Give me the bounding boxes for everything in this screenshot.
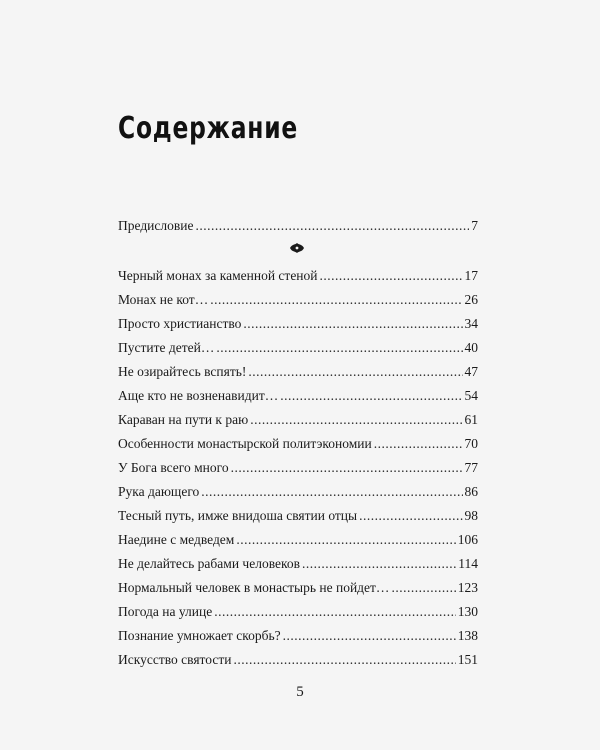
toc-entry[interactable] — [118, 650, 478, 674]
toc-entry[interactable] — [118, 216, 478, 240]
toc-entry-page: 123 — [457, 580, 478, 595]
toc-entry[interactable] — [118, 458, 478, 482]
toc-entry-page: 130 — [457, 604, 478, 619]
toc-entry-page: 61 — [464, 412, 478, 427]
fleuron-icon — [290, 243, 304, 253]
toc-entry-page: 40 — [464, 340, 478, 355]
toc-entry-title: Черный монах за каменной стеной — [118, 268, 318, 283]
toc-entry-page: 114 — [458, 556, 478, 571]
toc-entry[interactable] — [118, 530, 478, 554]
toc-entry-page: 106 — [457, 532, 478, 547]
toc-entry-title: Нормальный человек в монастырь не пойдет… — [118, 580, 390, 595]
toc-entry-page: 34 — [464, 316, 478, 331]
toc-entry[interactable] — [118, 362, 478, 386]
toc-entry[interactable] — [118, 290, 478, 314]
toc-preface-list — [118, 216, 478, 240]
toc-dot-leader — [250, 410, 462, 430]
toc-entry-page: 98 — [464, 508, 478, 523]
toc-entry[interactable] — [118, 266, 478, 290]
toc-entry-title: Не делайтесь рабами человеков — [118, 556, 300, 571]
toc-entry[interactable] — [118, 386, 478, 410]
toc-entry-page: 138 — [457, 628, 478, 643]
toc-entry-page: 26 — [464, 292, 478, 307]
toc-entry-page: 86 — [464, 484, 478, 499]
toc-dot-leader — [231, 458, 463, 478]
toc-list — [118, 266, 478, 674]
toc-dot-leader — [214, 602, 456, 622]
toc-entry-title: Погода на улице — [118, 604, 213, 619]
toc-entry-title: Просто христианство — [118, 316, 242, 331]
toc-dot-leader — [236, 530, 455, 550]
toc-entry[interactable] — [118, 482, 478, 506]
toc-entry-title: Пустите детей… — [118, 340, 215, 355]
toc-entry-page: 70 — [464, 436, 478, 451]
toc-dot-leader — [233, 650, 455, 670]
toc-dot-leader — [210, 290, 462, 310]
toc-entry-title: Не озирайтесь вспять! — [118, 364, 247, 379]
toc-entry[interactable] — [118, 434, 478, 458]
toc-entry-page: 151 — [457, 652, 478, 667]
toc-dot-leader — [391, 578, 455, 598]
toc-dot-leader — [195, 216, 469, 236]
toc-entry[interactable] — [118, 506, 478, 530]
page-number: 5 — [296, 684, 304, 700]
toc-entry-title: Монах не кот… — [118, 292, 209, 307]
toc-entry[interactable] — [118, 626, 478, 650]
toc-entry-title: Тесный путь, имже внидоша святии отцы — [118, 508, 358, 523]
toc-entry[interactable] — [118, 314, 478, 338]
toc-entry-page: 17 — [464, 268, 478, 283]
toc-entry-title: Познание умножает скорбь? — [118, 628, 281, 643]
toc-entry-page: 54 — [464, 388, 478, 403]
toc-dot-leader — [374, 434, 463, 454]
toc-dot-leader — [359, 506, 462, 526]
toc-entry-title: Аще кто не возненавидит… — [118, 388, 279, 403]
toc-entry-title: Наедине с медведем — [118, 532, 235, 547]
toc-dot-leader — [283, 626, 456, 646]
toc-entry[interactable] — [118, 410, 478, 434]
toc-entry[interactable] — [118, 602, 478, 626]
toc-entry-title: Караван на пути к раю — [118, 412, 249, 427]
toc-dot-leader — [216, 338, 462, 358]
toc-dot-leader — [320, 266, 463, 286]
toc-entry-title: У Бога всего много — [118, 460, 229, 475]
toc-entry-title: Предисловие — [118, 218, 194, 233]
toc-entry-title: Рука дающего — [118, 484, 200, 499]
toc-entry[interactable] — [118, 338, 478, 362]
toc-dot-leader — [248, 362, 462, 382]
toc-entry[interactable] — [118, 578, 478, 602]
toc-entry-page: 77 — [464, 460, 478, 475]
toc-dot-leader — [280, 386, 462, 406]
toc-entry-page: 7 — [471, 218, 478, 233]
toc-dot-leader — [201, 482, 462, 502]
page-title: Содержание — [118, 111, 299, 146]
toc-entry-page: 47 — [464, 364, 478, 379]
toc-dot-leader — [302, 554, 456, 574]
toc-entry-title: Особенности монастырской политэкономии — [118, 436, 372, 451]
toc-dot-leader — [243, 314, 462, 334]
toc-entry[interactable] — [118, 554, 478, 578]
toc-entry-title: Искусство святости — [118, 652, 232, 667]
